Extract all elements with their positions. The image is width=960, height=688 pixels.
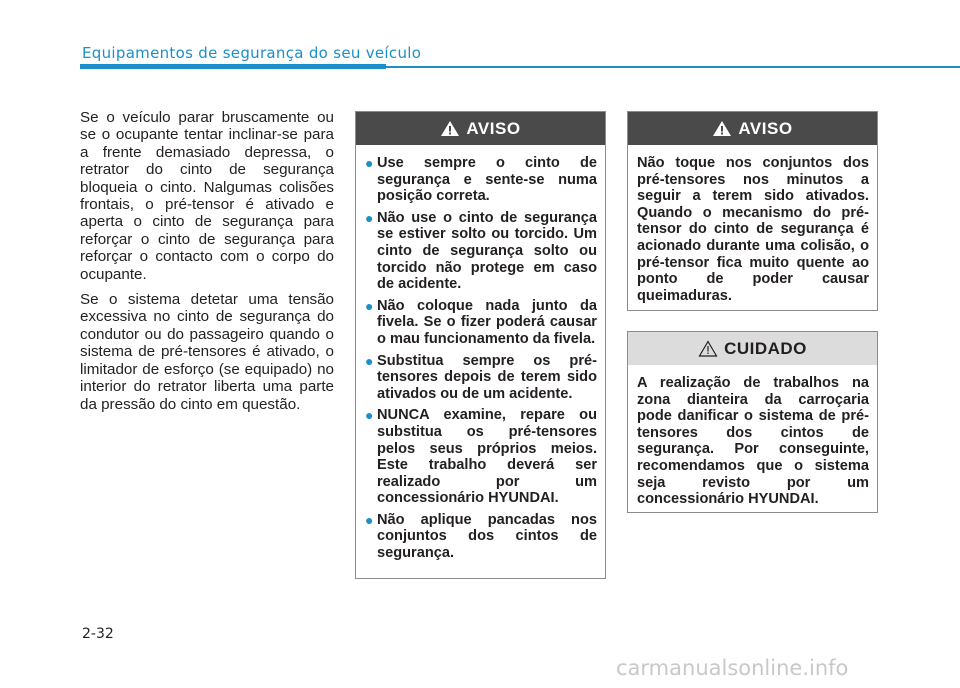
warning-triangle-icon — [440, 120, 460, 137]
warning-box-header — [628, 112, 877, 145]
warning-list — [365, 155, 597, 562]
body-text-column — [80, 109, 334, 421]
warning-box-seatbelt — [355, 111, 606, 579]
warning-triangle-icon — [712, 120, 732, 137]
warning-text: Não toque nos conjuntos dos pré-tensores nos minutos a seguir a terem sido ativados. Quando o mecanismo do pré-tensor do cinto de segurança é acionado durante uma colisão, o pré-tensor fica muito quente ao ponto de poder causar queimaduras. — [637, 155, 869, 304]
caution-box-title: CUIDADO — [724, 338, 807, 358]
list-item: ● Substitua sempre os pré-tensores depois de terem sido ativados ou de um acidente. — [365, 352, 597, 402]
caution-box — [627, 331, 878, 513]
section-header-title: Equipamentos de segurança do seu veículo — [82, 44, 422, 62]
warning-box-pretensioner-heat — [627, 111, 878, 311]
header-rule-thick — [80, 64, 386, 69]
bullet-icon: ● — [365, 209, 374, 226]
caution-text: A realização de trabalhos na zona dianteira da carroçaria pode danificar o sistema de pré-tensores dos cintos de segurança. Por conseguinte, recomendamos que o sistema seja revisto por um concessionário HYUNDAI. — [637, 375, 869, 508]
warning-box-title: AVISO — [466, 118, 521, 138]
bullet-icon: ● — [365, 407, 374, 424]
bullet-icon: ● — [365, 297, 374, 314]
caution-box-header — [628, 332, 877, 365]
body-paragraph: Se o sistema detetar uma tensão excessiva no cinto de segurança do condutor ou do passageiro quando o sistema de pré-tensores é ativado, o limitador de esforço (se equipado) no interior do retrator liberta uma parte da pressão do cinto em questão. — [80, 291, 334, 413]
body-paragraph: Se o veículo parar bruscamente ou se o ocupante tentar inclinar-se para a frente demasiado depressa, o retrator do cinto de segurança bloqueia o cinto. Nalgumas colisões frontais, o pré-tensor é ativado e aperta o cinto de segurança para reforçar o cinto de segurança para reforçar o contacto com o corpo do ocupante. — [80, 109, 334, 283]
bullet-icon: ● — [365, 155, 374, 171]
list-item: ● Use sempre o cinto de segurança e sente-se numa posição correta. — [365, 155, 597, 205]
list-item: ● Não use o cinto de segurança se estiver solto ou torcido. Um cinto de segurança solto ou torcido não protege em caso de acidente. — [365, 209, 597, 293]
list-item: ● NUNCA examine, repare ou substitua os pré-tensores pelos seus próprios meios. Este trabalho deverá ser realizado por um concessionário HYUNDAI. — [365, 407, 597, 507]
warning-box-title: AVISO — [738, 118, 793, 138]
list-item: ● Não coloque nada junto da fivela. Se o fizer poderá causar o mau funcionamento da fivela. — [365, 297, 597, 347]
header-rule-thin — [386, 66, 960, 68]
bullet-icon: ● — [365, 352, 374, 369]
caution-triangle-icon — [698, 340, 718, 357]
warning-box-header — [356, 112, 605, 145]
list-item: ● Não aplique pancadas nos conjuntos dos cintos de segurança. — [365, 511, 597, 562]
watermark-text: carmanualsonline.info — [616, 656, 849, 680]
page-number: 2-32 — [82, 626, 114, 642]
bullet-icon: ● — [365, 511, 374, 528]
